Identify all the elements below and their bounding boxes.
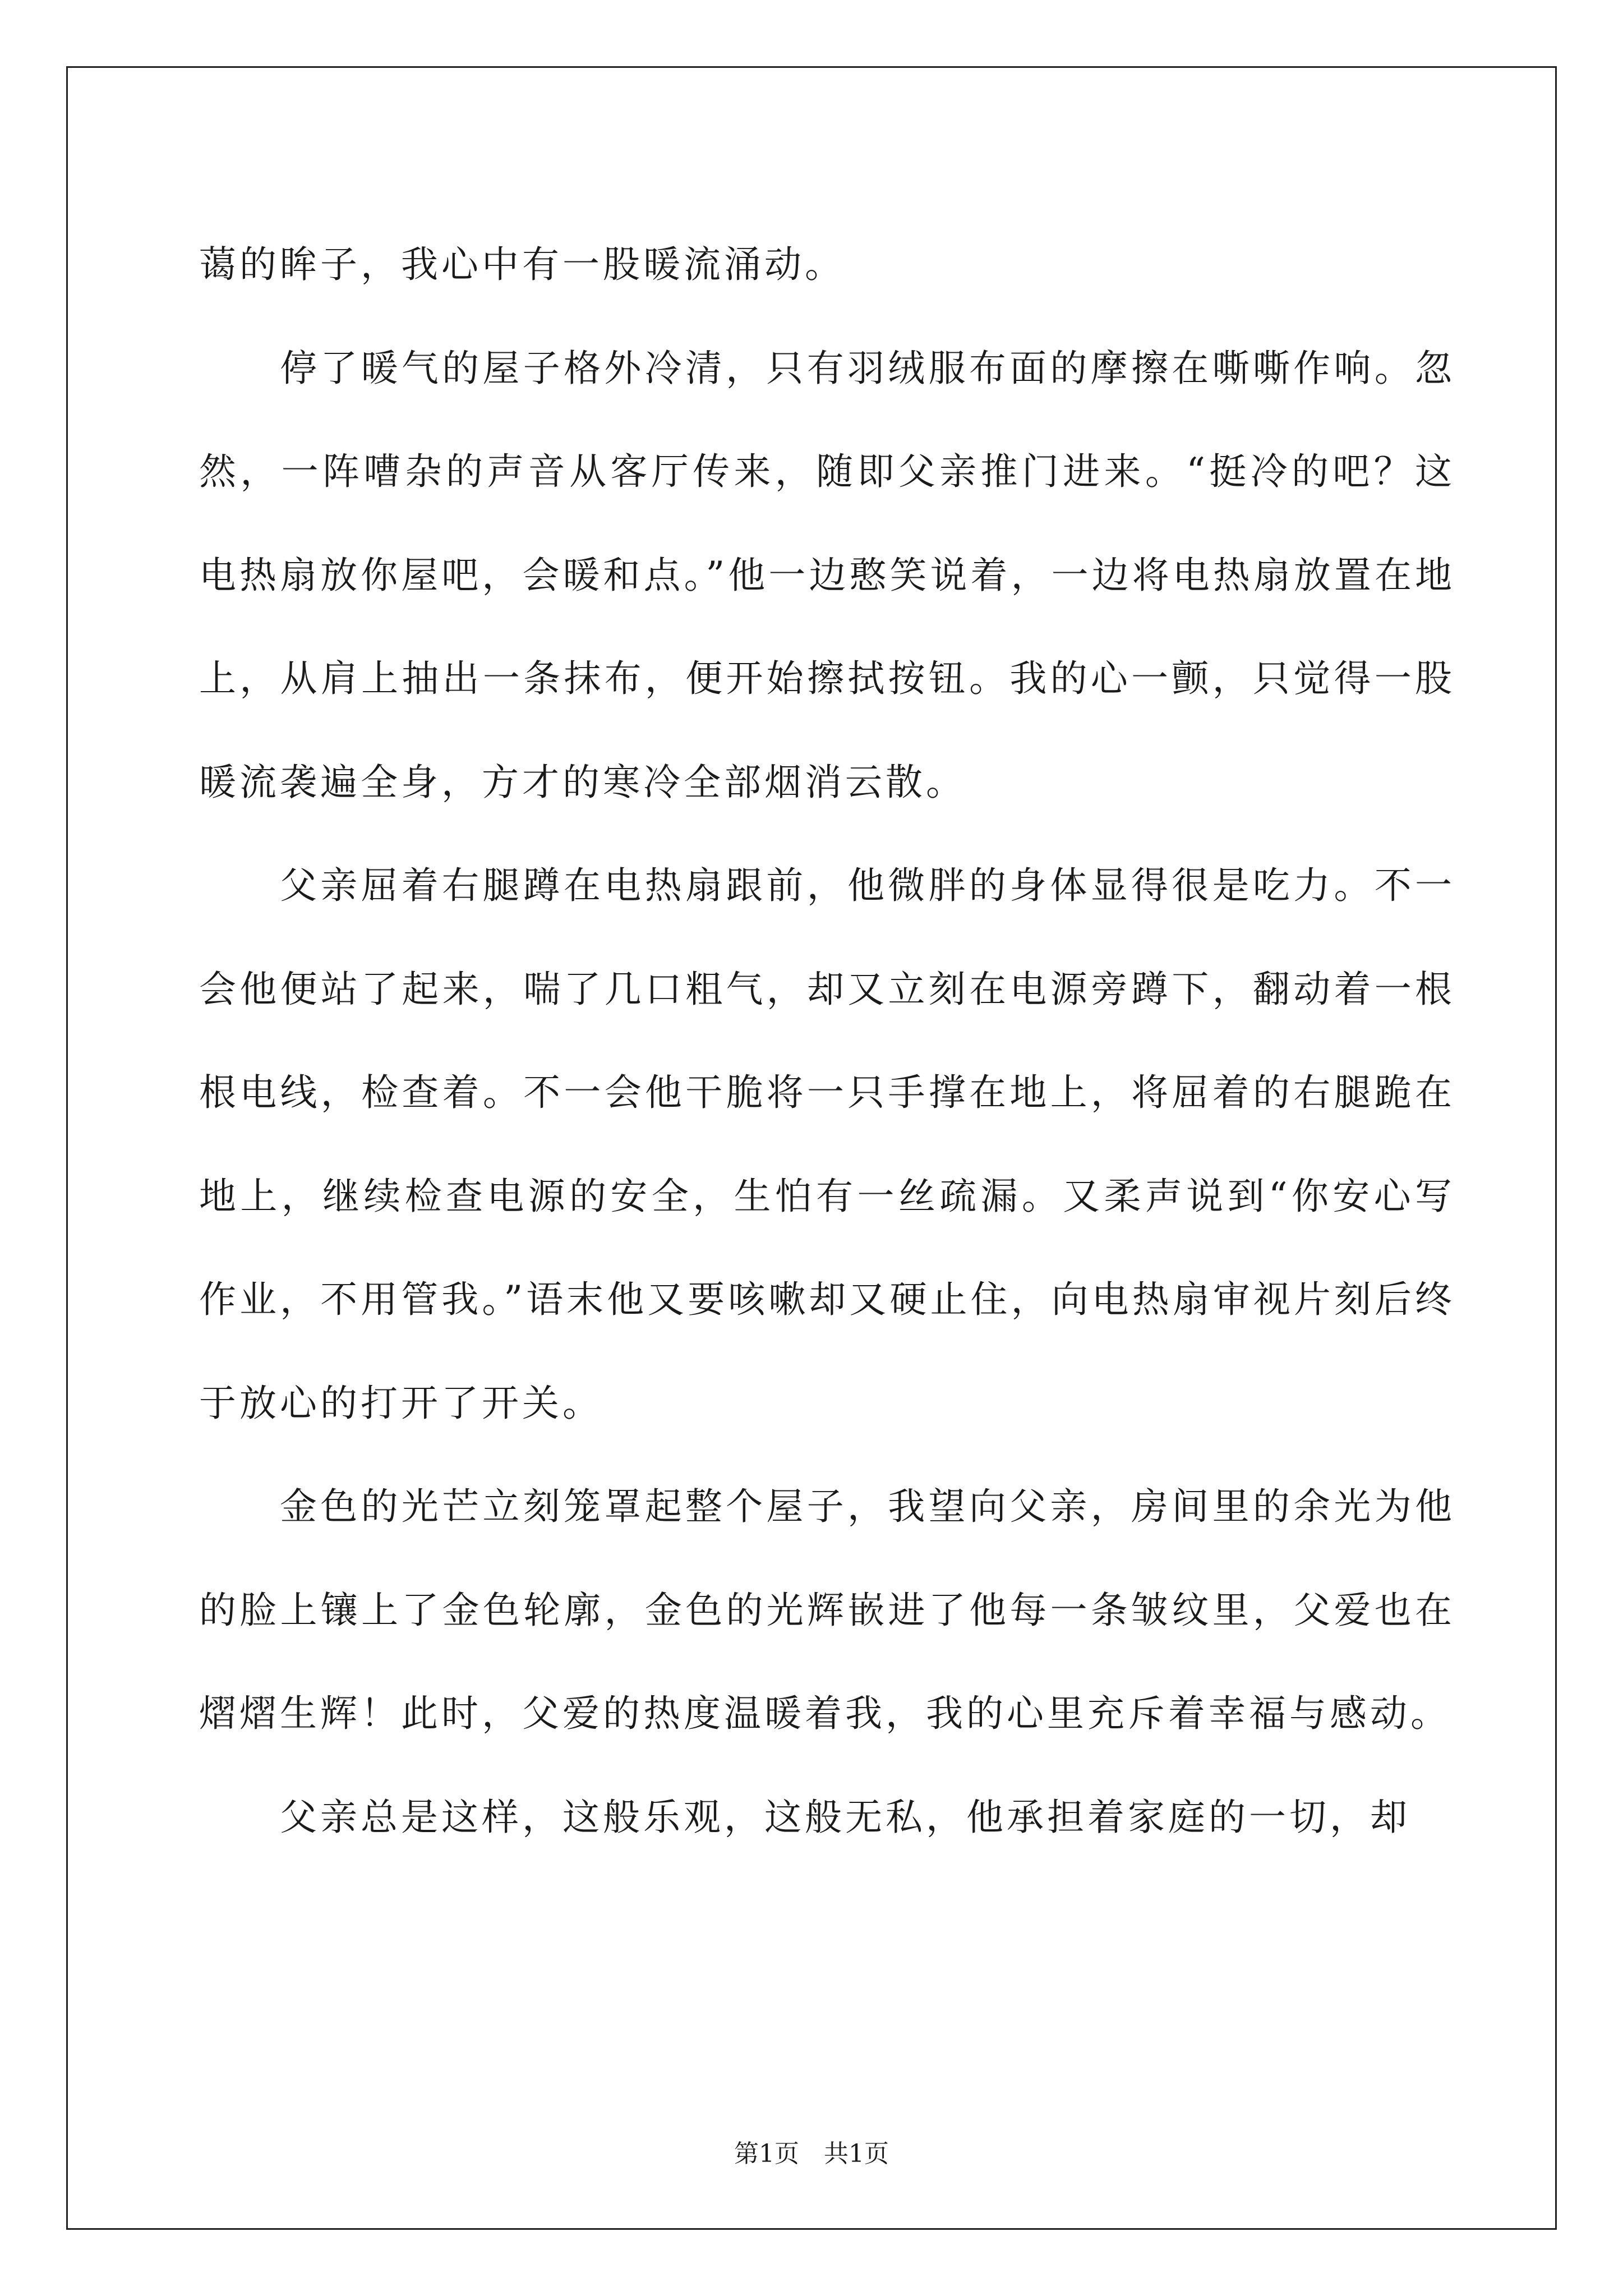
page-footer: 第1页 共1页 [734, 2139, 889, 2168]
paragraph-4: 金色的光芒立刻笼罩起整个屋子，我望向父亲，房间里的余光为他的脸上镶上了金色轮廓，金色的光辉嵌进了他每一条皱纹里，父爱也在熠熠生辉！此时，父爱的热度温暖着我，我的心里充斥着幸福与感动。 [199, 1485, 1455, 1735]
paragraph-3: 父亲屈着右腿蹲在电热扇跟前，他微胖的身体显得很是吃力。不一会他便站了起来，喘了几口粗气，却又立刻在电源旁蹲下，翻动着一根根电线，检查着。不一会他干脆将一只手撑在地上，将屈着的右腿跪在地上，继续检查电源的安全，生怕有一丝疏漏。又柔声说到“你安心写作业，不用管我。”语末他又要咳嗽却又硬止住，向电热扇审视片刻后终于放心的打开了开关。 [199, 864, 1455, 1425]
paragraph-5: 父亲总是这样，这般乐观，这般无私，他承担着家庭的一切，却 [280, 1795, 1410, 1839]
paragraph-1: 蔼的眸子，我心中有一股暖流涌动。 [199, 243, 845, 286]
paragraph-2: 停了暖气的屋子格外冷清，只有羽绒服布面的摩擦在嘶嘶作响。忽然，一阵嘈杂的声音从客厅传来，随即父亲推门进来。“挺冷的吧？这电热扇放你屋吧，会暖和点。”他一边憨笑说着，一边将电热扇放置在地上，从肩上抽出一条抹布，便开始擦拭按钮。我的心一颤，只觉得一股暖流袭遍全身，方才的寒冷全部烟消云散。 [199, 346, 1455, 804]
document-body [199, 213, 1455, 1869]
